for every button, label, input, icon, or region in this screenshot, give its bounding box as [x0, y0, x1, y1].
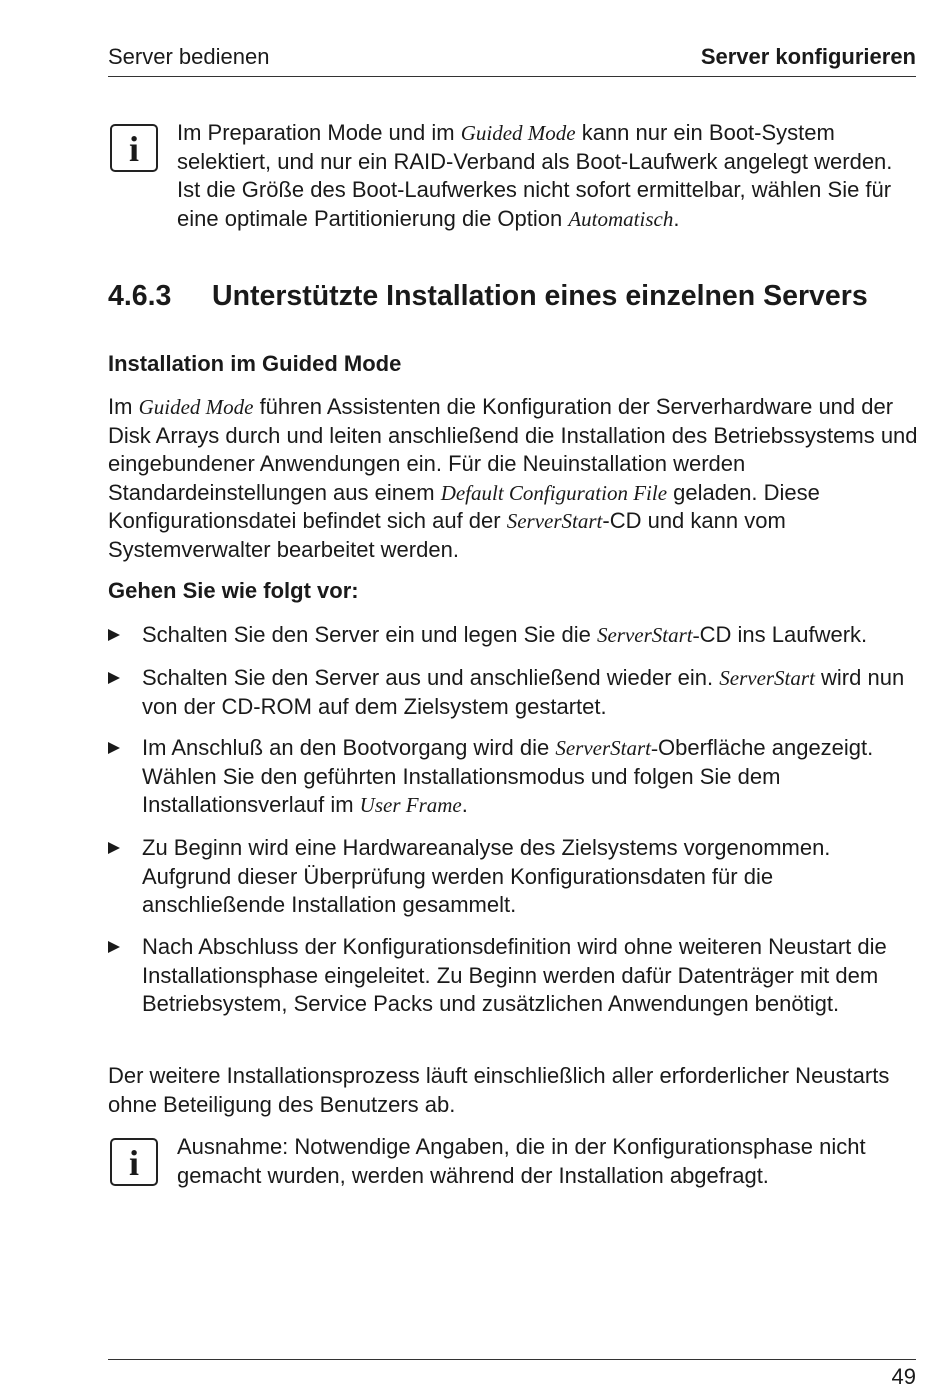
step-text: Schalten Sie den Server aus und anschließend wieder ein.	[142, 665, 720, 690]
info-icon: i	[110, 124, 158, 172]
step-emphasis: ServerStart-	[596, 623, 700, 647]
paragraph-emphasis: Default Configuration File	[440, 480, 668, 505]
section-heading	[108, 280, 868, 313]
step-text: Im Anschluß an den Bootvorgang wird die	[142, 735, 556, 760]
step-emphasis: ServerStart	[719, 666, 815, 690]
triangle-bullet-icon	[108, 672, 120, 684]
triangle-bullet-icon	[108, 629, 120, 641]
note-emphasis: Guided Mode	[460, 121, 576, 145]
note-text: .	[673, 205, 680, 231]
step-emphasis: User Frame	[359, 793, 462, 817]
step-text: Oberfläche angezeigt. Wählen Sie den geführten Installationsmodus und folgen Sie dem Installationsverlauf im	[142, 735, 874, 817]
paragraph-emphasis: Guided Mode	[138, 395, 254, 419]
intro-paragraph	[108, 393, 918, 564]
info-note-exception: Ausnahme: Notwendige Angaben, die in der Konfigurationsphase nicht gemacht wurden, werden während der Installation abgefragt.	[177, 1134, 866, 1188]
paragraph-emphasis: ServerStart	[506, 509, 603, 533]
page-number: 49	[891, 1364, 916, 1389]
section-number: 4.6.3	[108, 280, 172, 312]
step-text: .	[461, 792, 468, 817]
running-header-right: Server konfigurieren	[700, 44, 916, 69]
paragraph-text: -CD und kann vom Systemverwalter bearbeitet werden.	[108, 508, 786, 562]
info-icon: i	[110, 1138, 158, 1186]
paragraph-text: führen Assistenten die Konfiguration der Serverhardware und der Disk Arrays durch und leiten anschließend die Installation des Betriebssystems und eingebundener Anwendungen ein. Für die Neuinstallation werden Standardeinstellungen aus einem	[108, 394, 918, 505]
triangle-bullet-icon	[108, 842, 120, 854]
closing-paragraph: Der weitere Installationsprozess läuft einschließlich aller erforderlicher Neustarts ohne Beteiligung des Benutzers ab.	[108, 1063, 890, 1117]
step-text: Schalten Sie den Server ein und legen Sie die	[142, 622, 597, 647]
section-title: Unterstützte Installation eines einzelnen Servers	[212, 280, 868, 312]
step-list-item	[108, 834, 918, 920]
step-list-item	[108, 933, 918, 1019]
note-emphasis: Automatisch	[568, 206, 674, 231]
step-list-item	[108, 664, 918, 721]
step-list-item	[108, 621, 918, 650]
step-emphasis: ServerStart-	[555, 736, 659, 760]
subheading-guided-mode: Installation im Guided Mode	[108, 351, 402, 376]
steps-heading: Gehen Sie wie folgt vor:	[108, 578, 359, 603]
info-note-preparation-mode	[177, 119, 917, 233]
running-header-left: Server bedienen	[108, 44, 270, 69]
step-list-item	[108, 734, 918, 820]
step-text: CD ins Laufwerk.	[699, 622, 868, 647]
header-divider	[108, 76, 916, 77]
step-text: wird nun von der CD-ROM auf dem Zielsystem gestartet.	[142, 665, 905, 719]
step-text: Nach Abschluss der Konfigurationsdefinition wird ohne weiteren Neustart die Installationsphase eingeleitet. Zu Beginn werden dafür Datenträger mit dem Betriebsystem, Service Packs und zusätzlichen Anwendungen benötigt.	[142, 934, 887, 1016]
triangle-bullet-icon	[108, 742, 120, 754]
step-text: Zu Beginn wird eine Hardwareanalyse des Zielsystems vorgenommen. Aufgrund dieser Überprüfung werden Konfigurationsdaten für die anschließende Installation gesammelt.	[142, 835, 831, 917]
paragraph-text: Im	[108, 394, 139, 419]
note-text: Im Preparation Mode und im	[177, 120, 461, 145]
footer-divider	[108, 1359, 916, 1360]
note-text: kann nur ein Boot-System selektiert, und nur ein RAID-Verband als Boot-Laufwerk angelegt werden. Ist die Größe des Boot-Laufwerkes nicht sofort ermittelbar, wählen Sie für eine optimale Partitionierung die Option	[177, 120, 893, 231]
triangle-bullet-icon	[108, 941, 120, 953]
paragraph-text: geladen. Diese Konfigurationsdatei befindet sich auf der	[108, 479, 820, 533]
